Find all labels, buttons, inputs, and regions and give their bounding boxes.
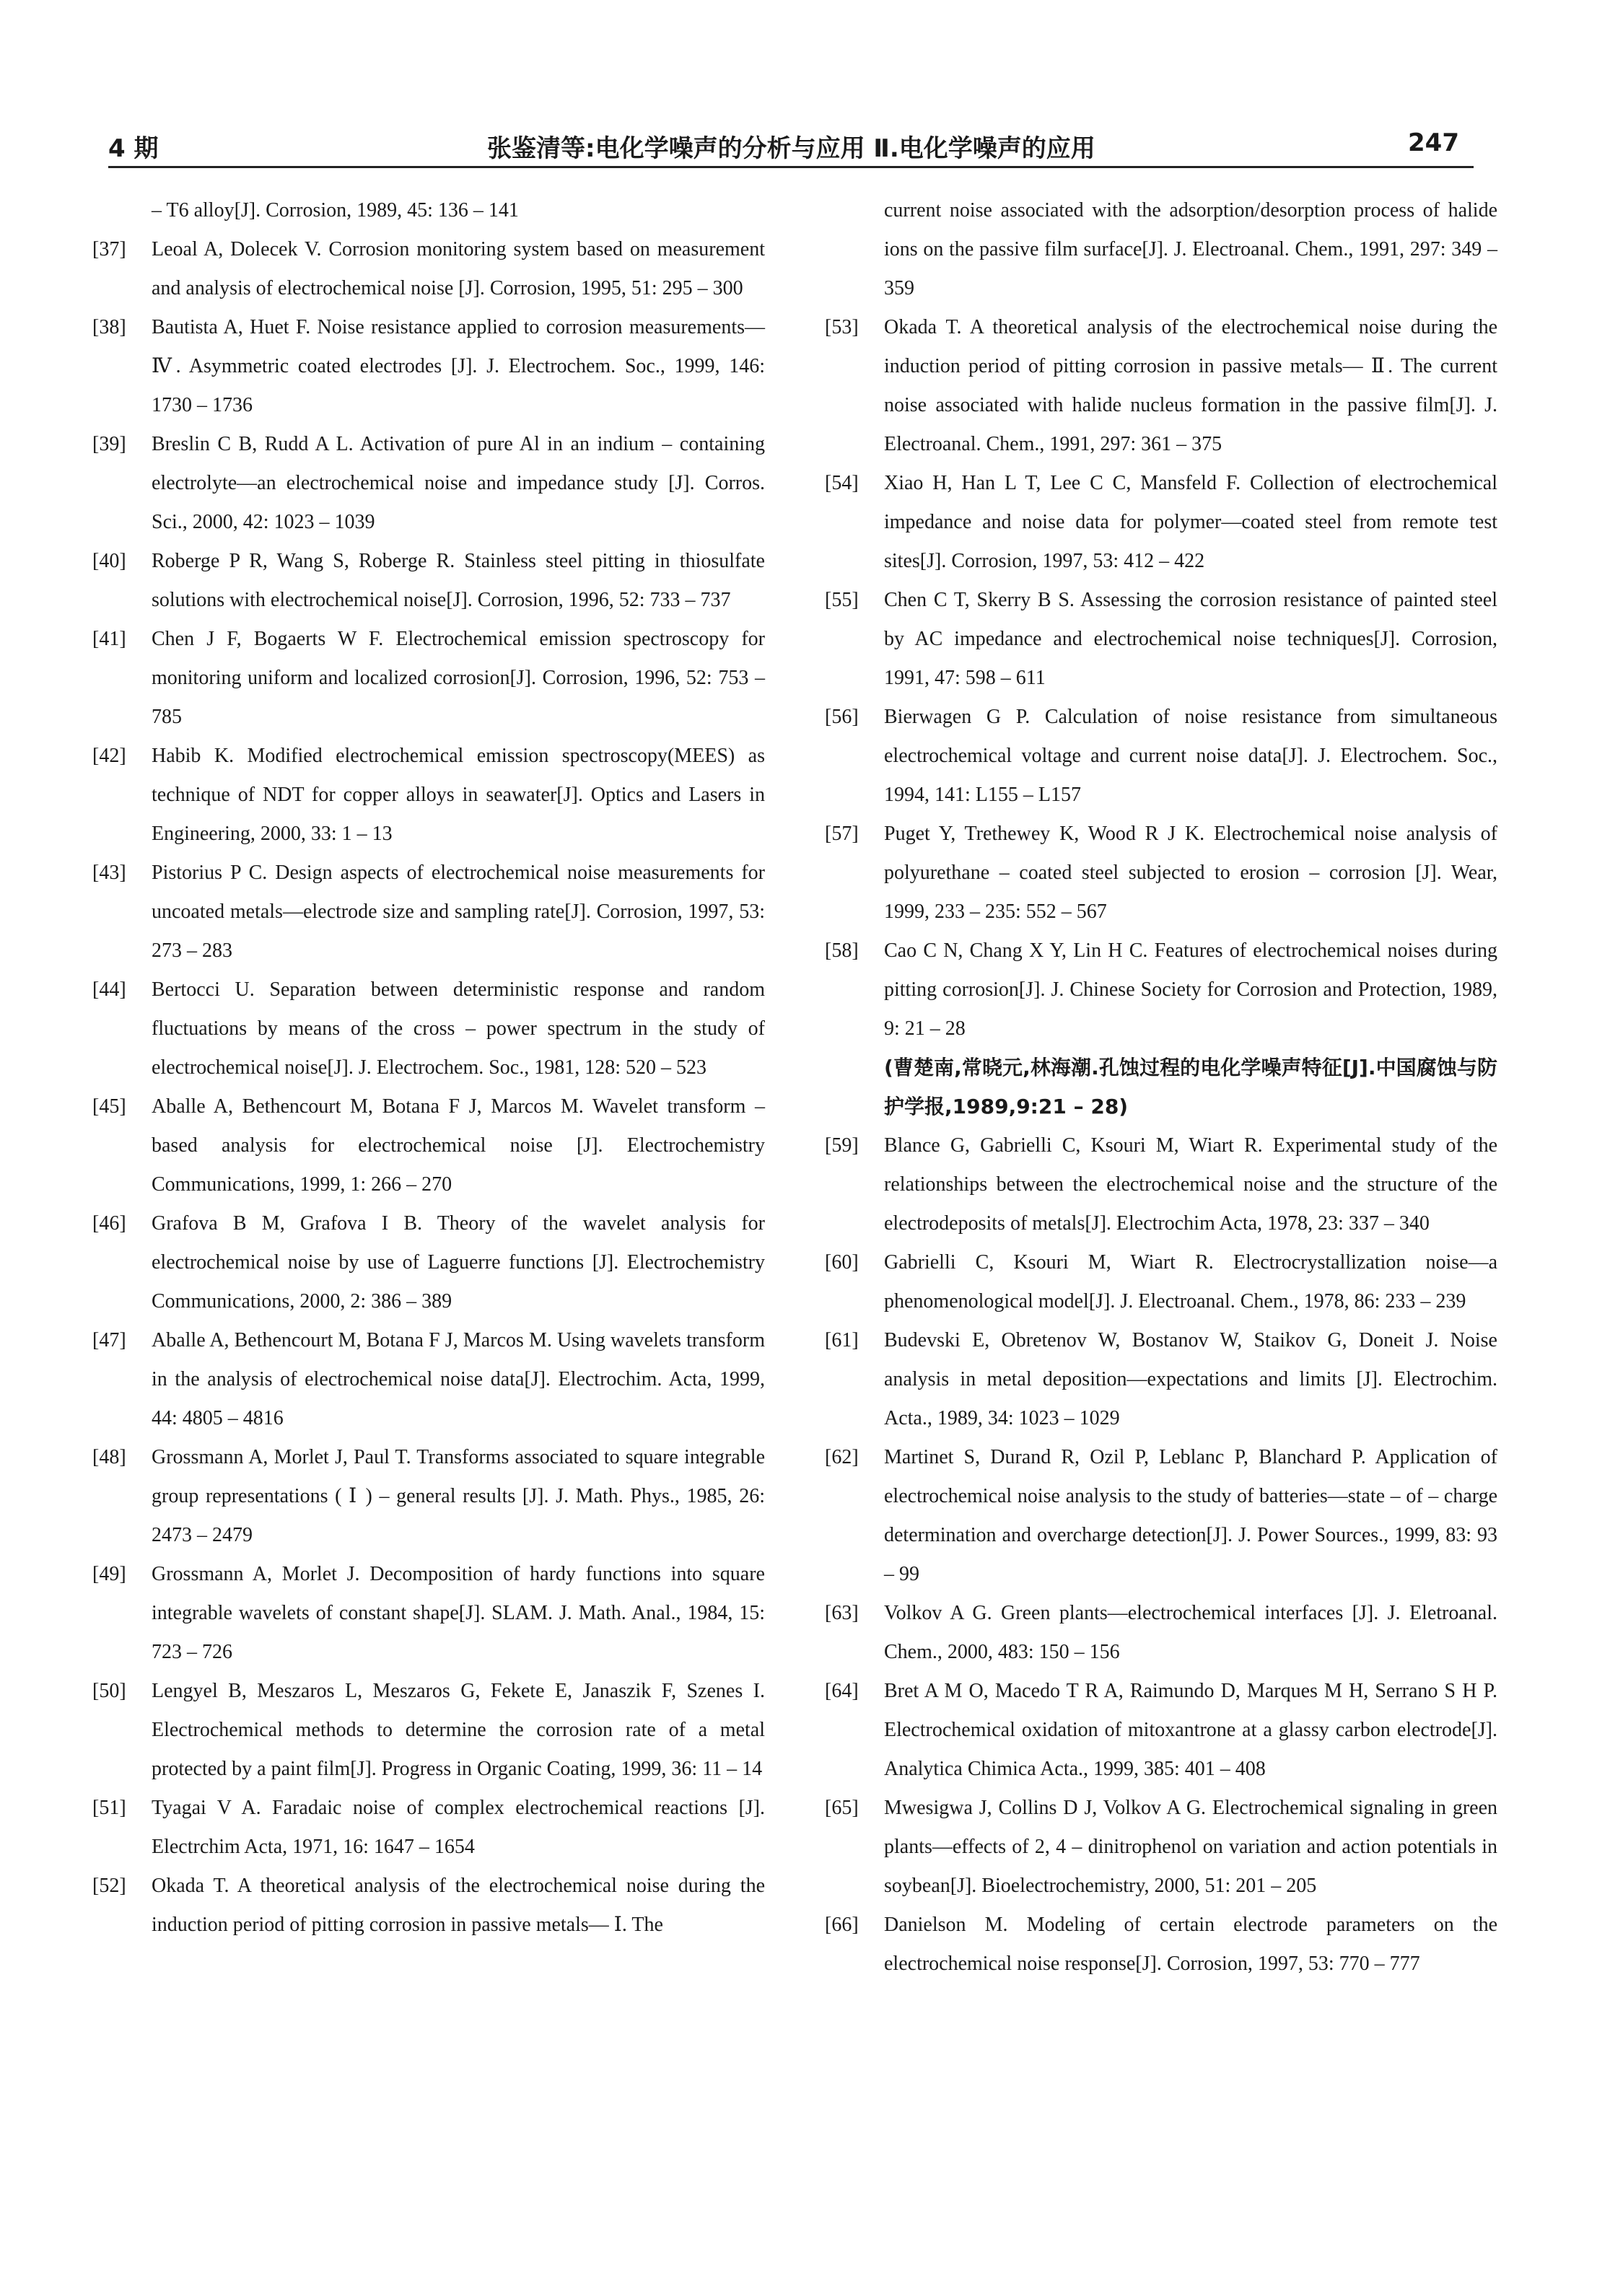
reference-item — [825, 698, 1497, 815]
reference-item — [825, 308, 1497, 464]
reference-chinese-translation: (曹楚南,常晓元,林海潮.孔蚀过程的电化学噪声特征[J].中国腐蚀与防护学报,1989,9:21 – 28) — [884, 1056, 1497, 1118]
reference-number: [61] — [825, 1329, 859, 1351]
reference-item — [825, 1789, 1497, 1906]
reference-item — [825, 1321, 1497, 1438]
reference-item — [92, 230, 765, 308]
reference-item — [92, 1438, 765, 1555]
reference-text: Xiao H, Han L T, Lee C C, Mansfeld F. Collection of electrochemical impedance and noise data for polymer—coated steel from remote test sites[J]. Corrosion, 1997, 53: 412 – 422 — [884, 472, 1497, 572]
reference-item — [92, 308, 765, 425]
reference-item — [92, 970, 765, 1087]
page-header — [108, 123, 1474, 168]
reference-number: [38] — [92, 316, 126, 338]
reference-item — [92, 1672, 765, 1789]
reference-continuation: current noise associated with the adsorption/desorption process of halide ions on the passive film surface[J]. J. Electroanal. Chem., 1991, 297: 349 – 359 — [884, 199, 1497, 299]
reference-text: Roberge P R, Wang S, Roberge R. Stainless steel pitting in thiosulfate solutions with electrochemical noise[J]. Corrosion, 1996, 52: 733 – 737 — [152, 550, 765, 611]
reference-text: Habib K. Modified electrochemical emission spectroscopy(MEES) as technique of NDT for copper alloys in seawater[J]. Optics and Lasers in Engineering, 2000, 33: 1 – 13 — [152, 745, 765, 845]
reference-item — [825, 1906, 1497, 1984]
reference-text: Breslin C B, Rudd A L. Activation of pure Al in an indium – containing electrolyte—an electrochemical noise and impedance study [J]. Corros. Sci., 2000, 42: 1023 – 1039 — [152, 433, 765, 533]
reference-item — [92, 1321, 765, 1438]
reference-number: [56] — [825, 706, 859, 728]
reference-text: Tyagai V A. Faradaic noise of complex electrochemical reactions [J]. Electrchim Acta, 1971, 16: 1647 – 1654 — [152, 1797, 765, 1858]
reference-text: Bertocci U. Separation between deterministic response and random fluctuations by means of the cross – power spectrum in the study of electrochemical noise[J]. J. Electrochem. Soc., 1981, 128: 520 – 523 — [152, 978, 765, 1079]
running-title: 张鉴清等:电化学噪声的分析与应用 Ⅱ.电化学噪声的应用 — [487, 134, 1095, 163]
reference-text: Grossmann A, Morlet J, Paul T. Transforms associated to square integrable group representations ( Ⅰ ) – general results [J]. J. Math. Phys., 1985, 26: 2473 – 2479 — [152, 1446, 765, 1546]
reference-item — [92, 1087, 765, 1204]
reference-text: Cao C N, Chang X Y, Lin H C. Features of electrochemical noises during pitting corrosion[J]. J. Chinese Society for Corrosion and Protection, 1989, 9: 21 – 28 — [884, 939, 1497, 1040]
reference-continuation: – T6 alloy[J]. Corrosion, 1989, 45: 136 – 141 — [152, 199, 519, 222]
left-column — [92, 191, 765, 1945]
reference-text: Gabrielli C, Ksouri M, Wiart R. Electrocrystallization noise—a phenomenological model[J]. J. Electroanal. Chem., 1978, 86: 233 – 239 — [884, 1251, 1497, 1313]
reference-number: [37] — [92, 238, 126, 260]
reference-text: Mwesigwa J, Collins D J, Volkov A G. Electrochemical signaling in green plants—effects of 2, 4 – dinitrophenol on variation and action potentials in soybean[J]. Bioelectrochemistry, 2000, 51: 201 – 205 — [884, 1797, 1497, 1897]
reference-number: [48] — [92, 1446, 126, 1468]
reference-text: Puget Y, Trethewey K, Wood R J K. Electrochemical noise analysis of polyurethane – coated steel subjected to erosion – corrosion [J]. Wear, 1999, 233 – 235: 552 – 567 — [884, 823, 1497, 923]
reference-number: [62] — [825, 1446, 859, 1468]
reference-item — [825, 464, 1497, 581]
reference-item — [92, 1867, 765, 1945]
reference-text: Bierwagen G P. Calculation of noise resistance from simultaneous electrochemical voltage and current noise data[J]. J. Electrochem. Soc., 1994, 141: L155 – L157 — [884, 706, 1497, 806]
reference-number: [66] — [825, 1914, 859, 1936]
reference-item — [825, 1438, 1497, 1594]
reference-text: Aballe A, Bethencourt M, Botana F J, Marcos M. Wavelet transform – based analysis for electrochemical noise [J]. Electrochemistry Communications, 1999, 1: 266 – 270 — [152, 1095, 765, 1196]
reference-text: Blance G, Gabrielli C, Ksouri M, Wiart R. Experimental study of the relationships between the electrochemical noise and the structure of the electrodeposits of metals[J]. Electrochim Acta, 1978, 23: 337 – 340 — [884, 1134, 1497, 1235]
reference-item — [825, 1243, 1497, 1321]
reference-number: [51] — [92, 1797, 126, 1819]
reference-text: Bret A M O, Macedo T R A, Raimundo D, Marques M H, Serrano S H P. Electrochemical oxidation of mitoxantrone at a glassy carbon electrode[J]. Analytica Chimica Acta., 1999, 385: 401 – 408 — [884, 1680, 1497, 1780]
reference-text: Grafova B M, Grafova I B. Theory of the wavelet analysis for electrochemical noise by use of Laguerre functions [J]. Electrochemistry Communications, 2000, 2: 386 – 389 — [152, 1212, 765, 1313]
reference-text: Chen C T, Skerry B S. Assessing the corrosion resistance of painted steel by AC impedance and electrochemical noise techniques[J]. Corrosion, 1991, 47: 598 – 611 — [884, 589, 1497, 689]
reference-item — [92, 620, 765, 737]
right-column — [825, 191, 1497, 1984]
reference-text: Martinet S, Durand R, Ozil P, Leblanc P, Blanchard P. Application of electrochemical noise analysis to the study of batteries—state – of – charge determination and overcharge detection[J]. J. Power Sources., 1999, 83: 93 – 99 — [884, 1446, 1497, 1585]
reference-item — [825, 1672, 1497, 1789]
reference-text: Aballe A, Bethencourt M, Botana F J, Marcos M. Using wavelets transform in the analysis of electrochemical noise data[J]. Electrochim. Acta, 1999, 44: 4805 – 4816 — [152, 1329, 765, 1429]
reference-number: [44] — [92, 978, 126, 1001]
reference-text: Leoal A, Dolecek V. Corrosion monitoring system based on measurement and analysis of electrochemical noise [J]. Corrosion, 1995, 51: 295 – 300 — [152, 238, 765, 299]
reference-text: Danielson M. Modeling of certain electrode parameters on the electrochemical noise response[J]. Corrosion, 1997, 53: 770 – 777 — [884, 1914, 1497, 1975]
reference-number: [59] — [825, 1134, 859, 1157]
reference-text: Volkov A G. Green plants—electrochemical interfaces [J]. J. Eletroanal. Chem., 2000, 483: 150 – 156 — [884, 1602, 1497, 1663]
reference-number: [39] — [92, 433, 126, 455]
reference-item — [92, 425, 765, 542]
reference-list — [92, 230, 765, 1945]
reference-text: Okada T. A theoretical analysis of the electrochemical noise during the induction period of pitting corrosion in passive metals— Ⅱ. The current noise associated with halide nucleus formation in the passive film[J]. J. Electroanal. Chem., 1991, 297: 361 – 375 — [884, 316, 1497, 455]
reference-number: [50] — [92, 1680, 126, 1702]
reference-number: [63] — [825, 1602, 859, 1624]
reference-number: [47] — [92, 1329, 126, 1351]
page-number: 247 — [1408, 128, 1459, 157]
reference-item — [92, 542, 765, 620]
reference-number: [40] — [92, 550, 126, 572]
reference-number: [42] — [92, 745, 126, 767]
reference-number: [54] — [825, 472, 859, 494]
reference-item — [92, 1204, 765, 1321]
reference-text: Okada T. A theoretical analysis of the electrochemical noise during the induction period of pitting corrosion in passive metals— Ⅰ. The — [152, 1875, 765, 1936]
reference-number: [60] — [825, 1251, 859, 1274]
reference-item — [825, 815, 1497, 932]
reference-number: [55] — [825, 589, 859, 611]
reference-number: [57] — [825, 823, 859, 845]
reference-number: [46] — [92, 1212, 126, 1235]
reference-number: [43] — [92, 862, 126, 884]
reference-item — [825, 581, 1497, 698]
reference-text: Chen J F, Bogaerts W F. Electrochemical emission spectroscopy for monitoring uniform and localized corrosion[J]. Corrosion, 1996, 52: 753 – 785 — [152, 628, 765, 728]
reference-number: [41] — [92, 628, 126, 650]
reference-number: [45] — [92, 1095, 126, 1118]
reference-text: Bautista A, Huet F. Noise resistance applied to corrosion measurements—Ⅳ. Asymmetric coated electrodes [J]. J. Electrochem. Soc., 1999, 146: 1730 – 1736 — [152, 316, 765, 416]
reference-text: Budevski E, Obretenov W, Bostanov W, Staikov G, Doneit J. Noise analysis in metal deposition—expectations and limits [J]. Electrochim. Acta., 1989, 34: 1023 – 1029 — [884, 1329, 1497, 1429]
reference-item — [92, 1555, 765, 1672]
reference-number: [65] — [825, 1797, 859, 1819]
reference-list — [825, 308, 1497, 1984]
issue-number: 4 期 — [108, 134, 159, 163]
reference-number: [49] — [92, 1563, 126, 1585]
reference-number: [52] — [92, 1875, 126, 1897]
reference-item — [92, 737, 765, 854]
reference-number: [64] — [825, 1680, 859, 1702]
reference-text: Pistorius P C. Design aspects of electrochemical noise measurements for uncoated metals—electrode size and sampling rate[J]. Corrosion, 1997, 53: 273 – 283 — [152, 862, 765, 962]
reference-item — [825, 1126, 1497, 1243]
reference-text: Grossmann A, Morlet J. Decomposition of hardy functions into square integrable wavelets of constant shape[J]. SLAM. J. Math. Anal., 1984, 15: 723 – 726 — [152, 1563, 765, 1663]
reference-item — [825, 932, 1497, 1126]
reference-item — [92, 854, 765, 970]
reference-text: Lengyel B, Meszaros L, Meszaros G, Fekete E, Janaszik F, Szenes I. Electrochemical methods to determine the corrosion rate of a metal protected by a paint film[J]. Progress in Organic Coating, 1999, 36: 11 – 14 — [152, 1680, 765, 1780]
reference-number: [58] — [825, 939, 859, 962]
reference-item — [92, 1789, 765, 1867]
reference-number: [53] — [825, 316, 859, 338]
reference-item — [825, 1594, 1497, 1672]
